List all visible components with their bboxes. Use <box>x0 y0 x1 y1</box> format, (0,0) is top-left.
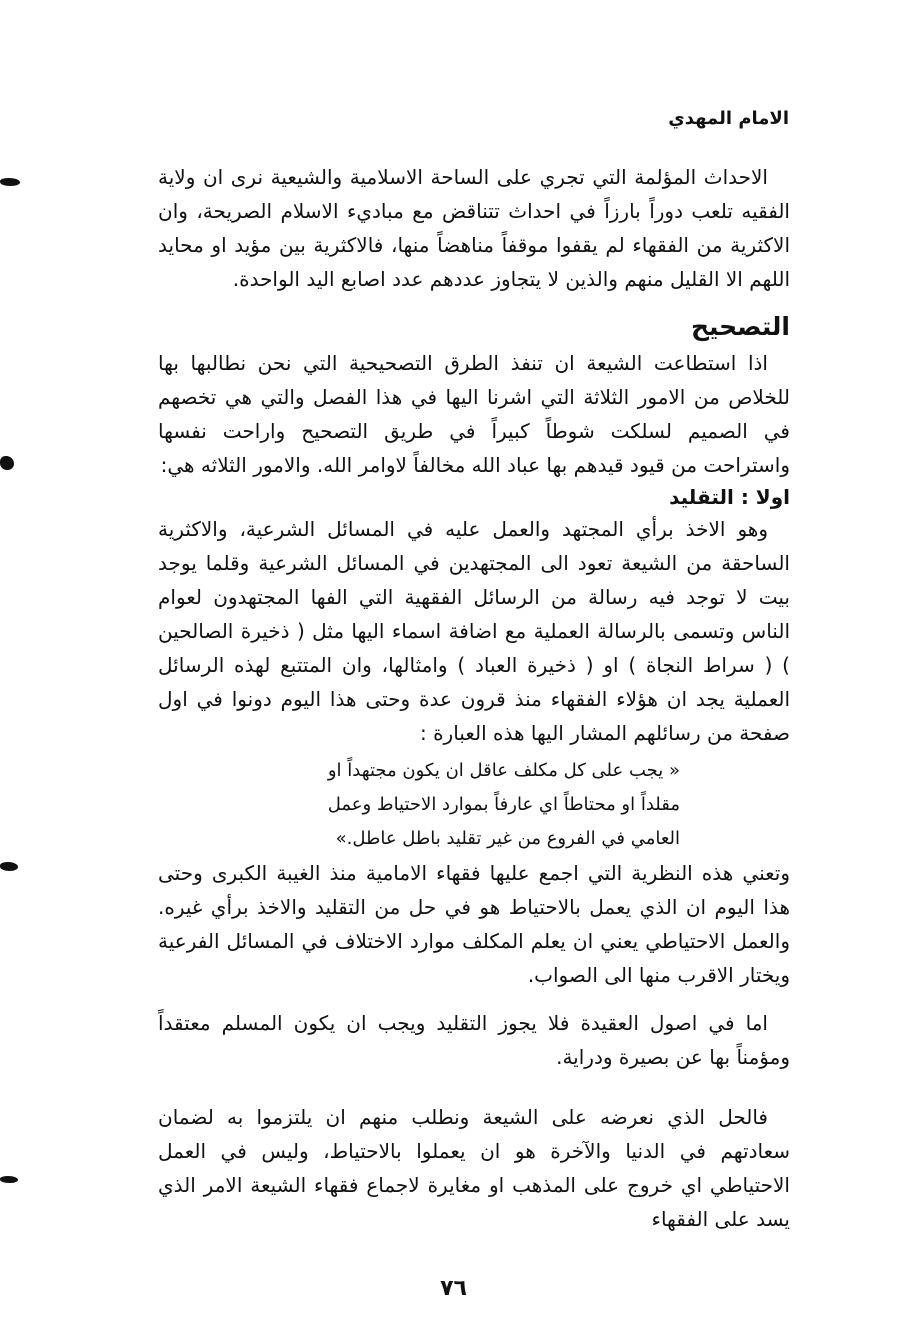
section-intro: اذا استطاعت الشيعة ان تنفذ الطرق التصحيحية التي نحن نطالبها بها للخلاص من الامور الثلاثة التي اشرنا اليها في هذا الفصل والتي هي تخصهم في الصميم لسلكت شوطاً كبيراً في طريق التصحيح واراحت نفسها واستراحت من قيود قيدهم بها عباد الله مخالفاً لاوامر الله. والامور الثلاثه هي: <box>158 351 790 477</box>
paragraph: وهو الاخذ برأي المجتهد والعمل عليه في المسائل الشرعية، والاكثرية الساحقة من الشيعة تعود الى المجتهدين في المسائل الشرعية وقلما يوجد بيت لا توجد فيه رسالة من الرسائل الفقهية التي الفها المجتهدون لعوام الناس وتسمى بالرسالة العملية مع اضافة اسماء اليها مثل ( ذخيرة الصالحين ) ( سراط النجاة ) او ( ذخيرة العباد ) وامثالها، وان المتتبع لهذه الرسائل العملية يجد ان هؤلاء الفقهاء منذ قرون عدة وحتى هذا اليوم دونوا في اول صفحة من رسائلهم المشار اليها هذه العبارة : <box>158 517 790 745</box>
page-number: ٧٦ <box>440 1276 467 1301</box>
scan-smudge <box>0 862 18 871</box>
running-header: الامام المهدي <box>668 108 789 129</box>
section-heading: التصحيح <box>690 312 790 341</box>
paragraph: اما في اصول العقيدة فلا يجوز التقليد ويجب ان يكون المسلم معتقداً ومؤمناً بها عن بصيرة ودراية. <box>158 1011 790 1069</box>
paragraph: فالحل الذي نعرضه على الشيعة ونطلب منهم ان يلتزموا به لضمان سعادتهم في الدنيا والآخرة هو ان يعملوا بالاحتياط، وليس في العمل الاحتياطي اي خروج على المذهب او مغايرة لاجماع فقهاء الشيعة الامر الذي يسد على الفقهاء <box>158 1105 790 1231</box>
subheading: اولا : التقليد <box>669 485 790 509</box>
paragraph: الاحداث المؤلمة التي تجري على الساحة الاسلامية والشيعية نرى ان ولاية الفقيه تلعب دوراً بارزاً في احداث تتناقض مع مباديء الاسلام الصريحة، وان الاكثرية من الفقهاء لم يقفوا موقفاً مناهضاً منها، فالاكثرية بين مؤيد او محايد اللهم الا القليل منهم والذين لا يتجاوز عددهم عدد اصابع اليد الواحدة. <box>158 165 790 291</box>
paragraph: وتعني هذه النظرية التي اجمع عليها فقهاء الامامية منذ الغيبة الكبرى وحتى هذا اليوم ان الذي يعمل بالاحتياط هو في حل من التقليد والاخذ برأي غيره. والعمل الاحتياطي يعني ان يعلم المكلف موارد الاختلاف في المسائل الفرعية ويختار الاقرب منها الى الصواب. <box>158 861 790 987</box>
scan-smudge <box>0 178 20 186</box>
scan-smudge <box>0 456 14 470</box>
scan-smudge <box>0 1176 18 1183</box>
quote-line: مقلداً او محتاطاً اي عارفاً بموارد الاحتياط وعمل <box>327 794 680 815</box>
quote-line: العامي في الفروع من غير تقليد باطل عاطل.» <box>335 828 680 849</box>
quote-line: « يجب على كل مكلف عاقل ان يكون مجتهداً او <box>327 760 680 781</box>
page-body <box>158 160 790 1236</box>
quote-block <box>280 754 680 856</box>
